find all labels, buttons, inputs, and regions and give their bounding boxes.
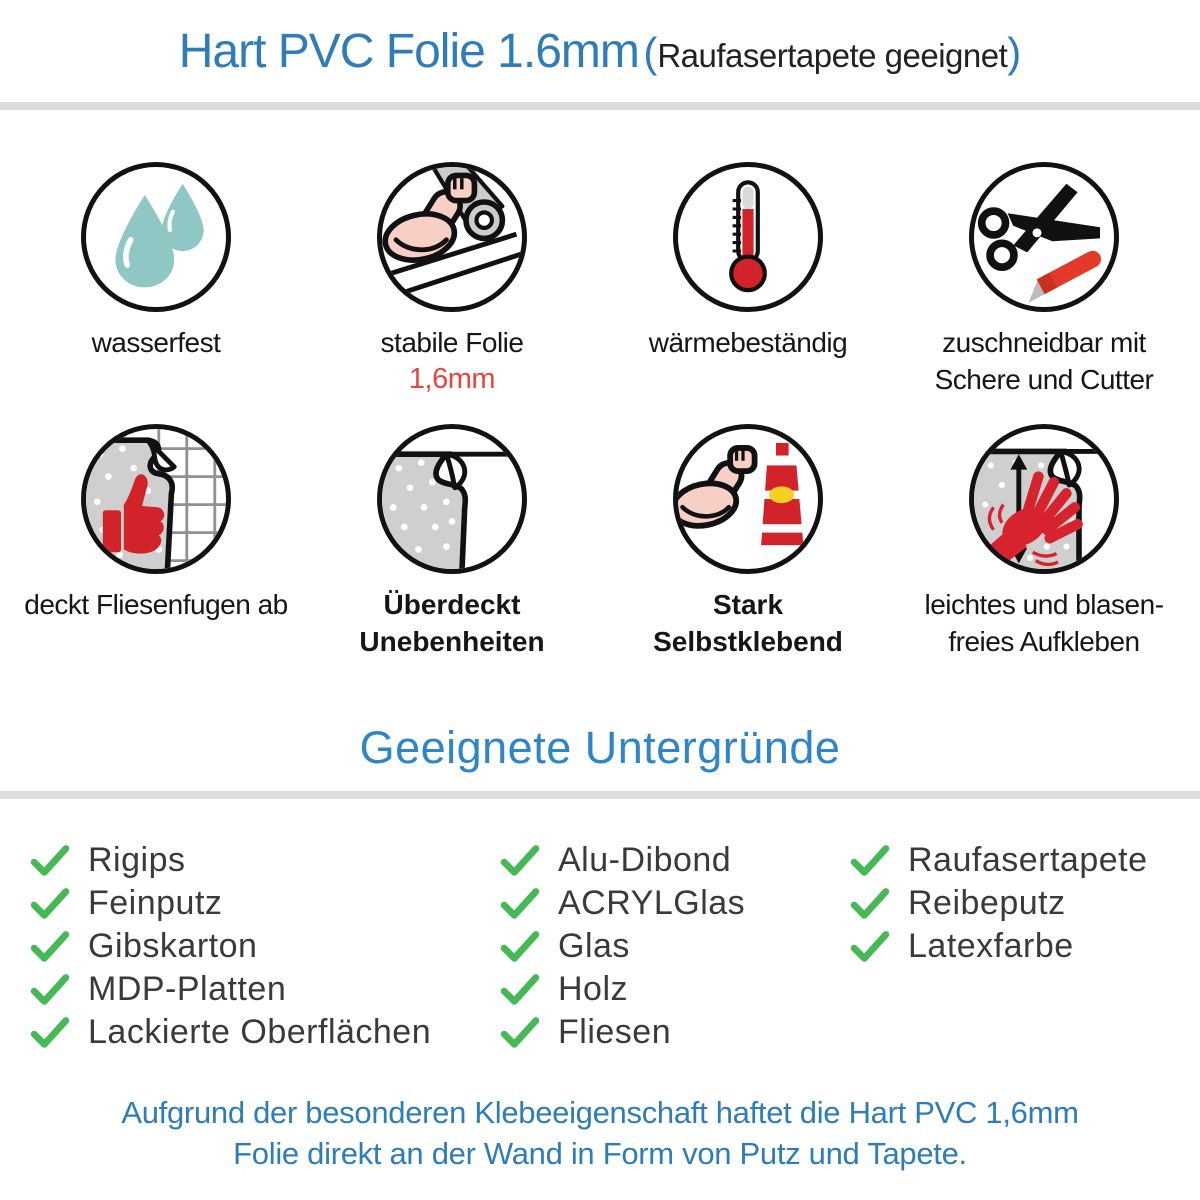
check-icon	[28, 887, 72, 921]
feature-label: wasserfest	[91, 327, 221, 358]
title-paren-close: )	[1007, 29, 1022, 76]
substrate-checklist	[0, 839, 1200, 1054]
check-icon	[498, 930, 542, 964]
substrate-item: Fliesen	[498, 1011, 848, 1054]
check-icon	[498, 844, 542, 878]
divider-bar	[0, 102, 1200, 110]
thermometer-icon	[678, 167, 818, 307]
feature-label: Stark Selbstklebend	[653, 589, 843, 657]
substrate-item: Holz	[498, 968, 848, 1011]
feature-circle	[969, 162, 1119, 312]
title-main: Hart PVC Folie 1.6mm	[178, 25, 639, 78]
check-icon	[848, 887, 892, 921]
substrate-item: Rigips	[28, 839, 498, 882]
feature-bubble-free-application	[896, 424, 1192, 660]
feature-stable-foil	[304, 162, 600, 398]
title-paren-open: (	[643, 29, 658, 76]
feature-label: zuschneidbar mit Schere und Cutter	[934, 327, 1154, 395]
feature-circle	[673, 424, 823, 574]
feature-heat-resistant	[600, 162, 896, 398]
section-title-substrates: Geeignete Untergründe	[359, 722, 841, 773]
substrate-item: MDP-Platten	[28, 968, 498, 1011]
feature-covers-unevenness	[304, 424, 600, 660]
dotted-foil-fold-icon	[382, 429, 522, 569]
check-icon	[498, 1016, 542, 1050]
substrate-column-1	[28, 839, 498, 1054]
check-icon	[28, 844, 72, 878]
feature-self-adhesive	[600, 424, 896, 660]
substrate-item: Lackierte Oberflächen	[28, 1011, 498, 1054]
scissors-cutter-icon	[974, 167, 1114, 307]
substrate-column-3	[848, 839, 1200, 1054]
check-icon	[498, 887, 542, 921]
feature-circle	[969, 424, 1119, 574]
check-icon	[848, 844, 892, 878]
check-icon	[28, 1016, 72, 1050]
water-drops-icon	[86, 167, 226, 307]
check-icon	[848, 930, 892, 964]
feature-label: deckt Fliesenfugen ab	[24, 589, 288, 620]
feature-circle	[81, 424, 231, 574]
page-title	[0, 0, 1200, 82]
feature-circle	[377, 162, 527, 312]
check-icon	[28, 930, 72, 964]
feature-label: stabile Folie 1,6mm	[381, 324, 524, 398]
check-icon	[28, 973, 72, 1007]
muscle-foil-roll-icon	[382, 167, 522, 307]
hand-smoothing-foil-icon	[974, 429, 1114, 569]
feature-circle	[81, 162, 231, 312]
substrate-item: Gibskarton	[28, 925, 498, 968]
feature-waterproof	[8, 162, 304, 398]
feature-label: leichtes und blasen- freies Aufkleben	[924, 589, 1164, 657]
feature-label: Überdeckt Unebenheiten	[359, 589, 545, 657]
substrate-item: Glas	[498, 925, 848, 968]
substrate-item: Alu-Dibond	[498, 839, 848, 882]
substrate-item: Raufasertapete	[848, 839, 1200, 882]
substrate-item: Latexfarbe	[848, 925, 1200, 968]
substrate-item: Reibeputz	[848, 882, 1200, 925]
feature-circle	[377, 424, 527, 574]
tile-joints-thumb-icon	[86, 429, 226, 569]
check-icon	[498, 973, 542, 1007]
title-sub: Raufasertapete geeignet	[657, 37, 1008, 74]
substrate-column-2	[498, 839, 848, 1054]
thickness-value: 1,6mm	[408, 363, 496, 395]
footer-note: Aufgrund der besonderen Klebeeigenschaft haftet die Hart PVC 1,6mm Folie direkt an der Wand in Form von Putz und Tapete.	[121, 1095, 1079, 1171]
divider-bar	[0, 791, 1200, 799]
feature-grid	[0, 162, 1200, 660]
muscle-glue-tube-icon	[678, 429, 818, 569]
substrate-item: ACRYLGlas	[498, 882, 848, 925]
substrate-item: Feinputz	[28, 882, 498, 925]
feature-covers-tile-joints	[8, 424, 304, 660]
feature-cuttable	[896, 162, 1192, 398]
feature-label: wärmebeständig	[648, 327, 848, 358]
feature-circle	[673, 162, 823, 312]
